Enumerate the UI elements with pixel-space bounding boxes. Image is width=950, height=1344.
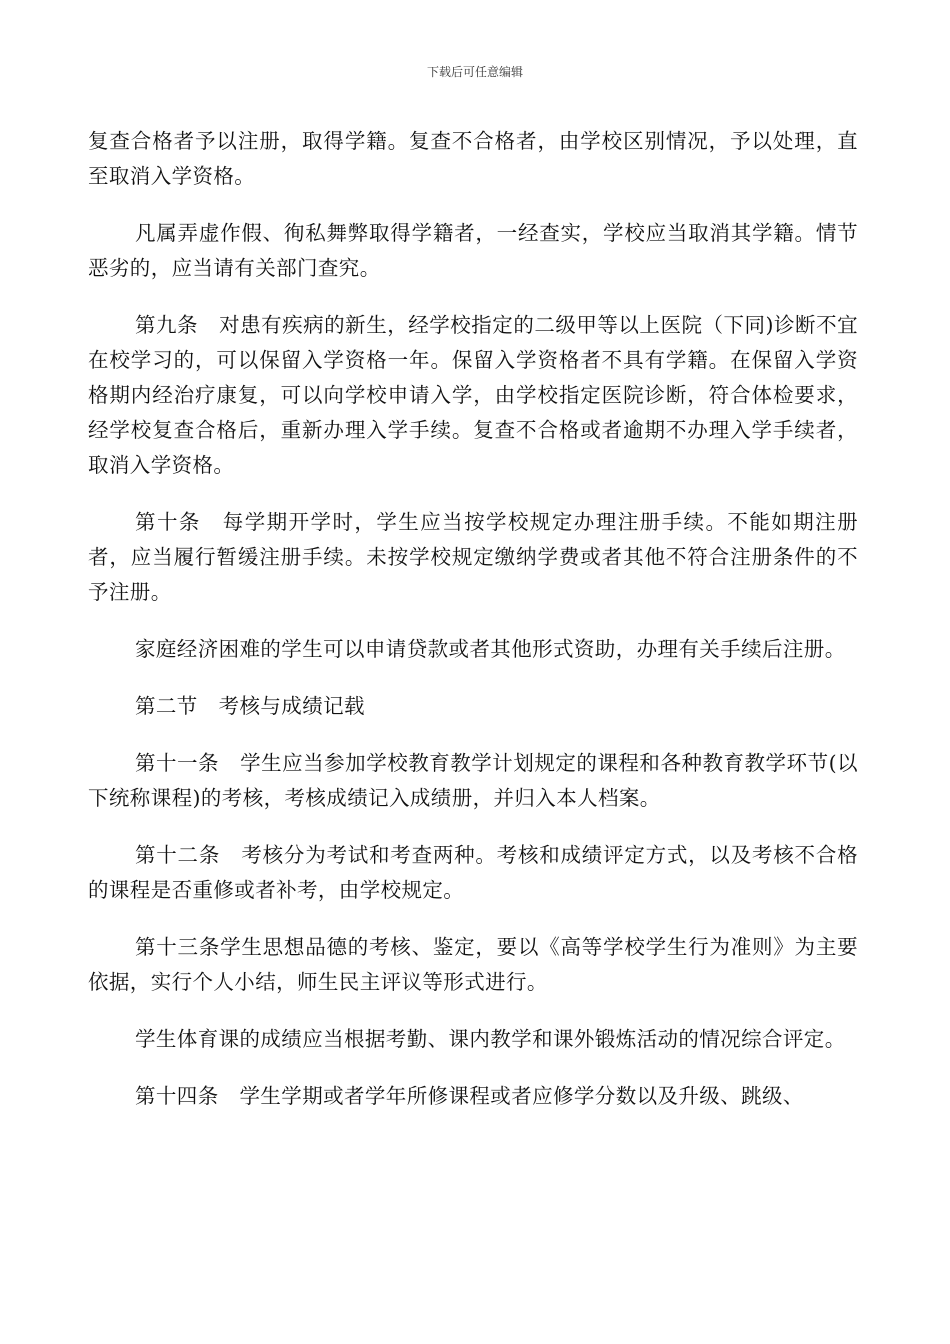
paragraph-article-9: 第九条 对患有疾病的新生，经学校指定的二级甲等以上医院（下同)诊断不宜在校学习的，可以保留入学资格一年。保留入学资格者不具有学籍。在保留入学资格期内经治疗康复，可以向学校申请入学，由学校指定医院诊断，符合体检要求，经学校复查合格后，重新办理入学手续。复查不合格或者逾期不办理入学手续者，取消入学资格。 bbox=[88, 313, 858, 477]
paragraph-review-registration: 复查合格者予以注册，取得学籍。复查不合格者，由学校区别情况，予以处理，直至取消入学资格。 bbox=[88, 129, 858, 188]
paragraph-financial-aid: 家庭经济困难的学生可以申请贷款或者其他形式资助，办理有关手续后注册。 bbox=[135, 637, 846, 661]
paragraph-fraud-cancellation: 凡属弄虚作假、徇私舞弊取得学籍者，一经查实，学校应当取消其学籍。情节恶劣的，应当请有关部门查究。 bbox=[88, 221, 858, 280]
document-body bbox=[88, 124, 858, 1136]
paragraph-article-12: 第十二条 考核分为考试和考查两种。考核和成绩评定方式，以及考核不合格的课程是否重修或者补考，由学校规定。 bbox=[88, 843, 858, 902]
paragraph-article-11: 第十一条 学生应当参加学校教育教学计划规定的课程和各种教育教学环节(以下统称课程)的考核，考核成绩记入成绩册，并归入本人档案。 bbox=[88, 751, 858, 810]
section-heading-assessment: 第二节 考核与成绩记载 bbox=[135, 694, 365, 718]
paragraph-article-10: 第十条 每学期开学时，学生应当按学校规定办理注册手续。不能如期注册者，应当履行暂缓注册手续。未按学校规定缴纳学费或者其他不符合注册条件的不予注册。 bbox=[88, 510, 858, 604]
paragraph-article-13: 第十三条学生思想品德的考核、鉴定，要以《高等学校学生行为准则》为主要依据，实行个人小结，师生民主评议等形式进行。 bbox=[88, 935, 858, 994]
page-header: 下载后可任意编辑 bbox=[426, 65, 523, 79]
paragraph-pe-grades: 学生体育课的成绩应当根据考勤、课内教学和课外锻炼活动的情况综合评定。 bbox=[135, 1027, 846, 1051]
paragraph-article-14: 第十四条 学生学期或者学年所修课程或者应修学分数以及升级、跳级、 bbox=[135, 1084, 804, 1108]
